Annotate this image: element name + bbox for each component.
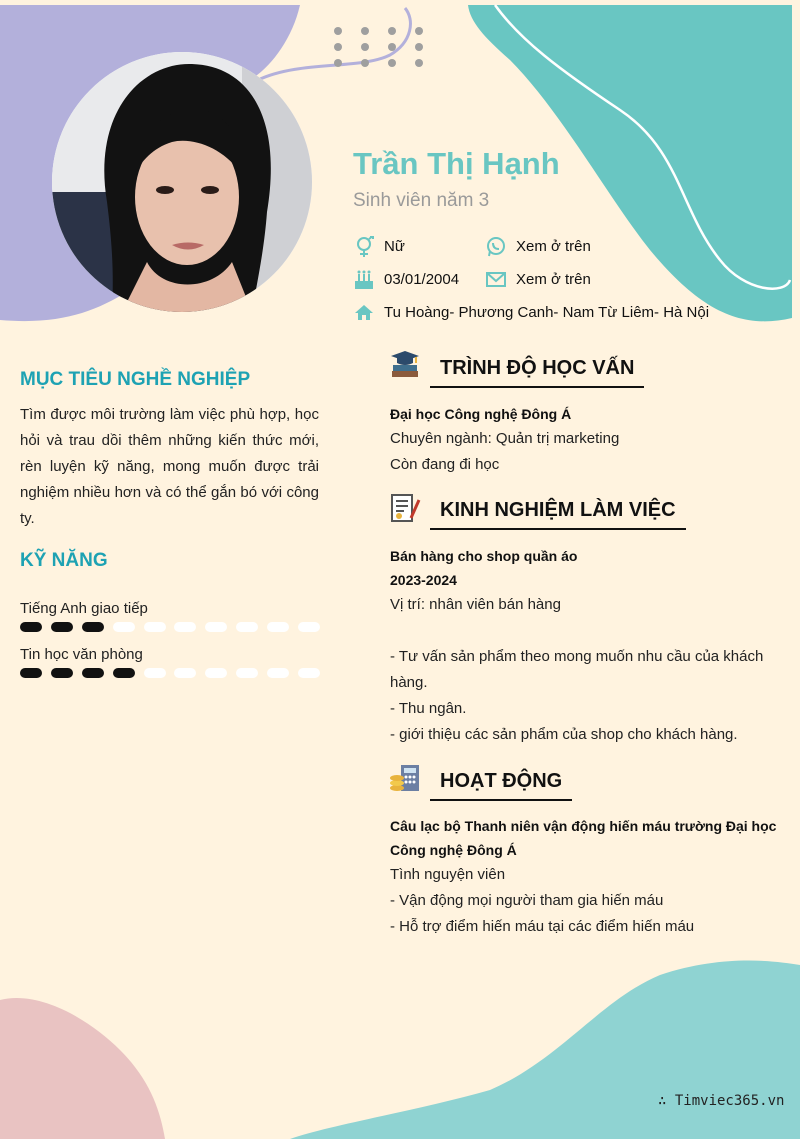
skill-pill-empty [205, 622, 227, 632]
education-title: TRÌNH ĐỘ HỌC VẤN [430, 357, 644, 388]
skill-pill-empty [236, 668, 258, 678]
birthdate-value: 03/01/2004 [384, 271, 460, 288]
skills-title: KỸ NĂNG [20, 550, 108, 571]
home-icon [353, 302, 375, 324]
objective-text: Tìm được môi trường làm việc phù hợp, học hỏi và trau dồi thêm những kiến thức mới, rèn luyện kỹ năng, mong muốn được trải nghiệm nhiều hơn và có thể gắn bó với công ty. [20, 406, 319, 527]
skill-pill-filled [51, 622, 73, 632]
work-document-icon [389, 492, 421, 524]
address-value: Tu Hoàng- Phương Canh- Nam Từ Liêm- Hà Nội [384, 304, 710, 321]
phone-value: Xem ở trên [516, 238, 591, 255]
activities-task: - Hỗ trợ điểm hiến máu tại các điểm hiến máu [390, 918, 695, 935]
skill-pill-empty [267, 668, 289, 678]
portrait-image [52, 52, 312, 312]
skill-pill-filled [113, 668, 135, 678]
skill-pill-empty [267, 622, 289, 632]
skill-pill-filled [20, 668, 42, 678]
activities-org: Công nghệ Đông Á [390, 842, 517, 858]
experience-period: 2023-2024 [390, 572, 457, 588]
activities-org: Câu lạc bộ Thanh niên vận động hiến máu trường Đại học [390, 818, 777, 834]
experience-duty: - giới thiệu các sản phẩm của shop cho khách hàng. [390, 726, 738, 743]
experience-duty: hàng. [390, 674, 428, 691]
objective-title: MỤC TIÊU NGHỀ NGHIỆP [20, 369, 251, 390]
experience-company: Bán hàng cho shop quần áo [390, 548, 578, 564]
gender-icon [353, 236, 375, 258]
experience-position: Vị trí: nhân viên bán hàng [390, 596, 561, 613]
coins-calculator-icon [389, 762, 421, 794]
skill-bar [20, 622, 320, 632]
skill-pill-filled [82, 622, 104, 632]
education-major: Chuyên ngành: Quản trị marketing [390, 430, 620, 447]
avatar [52, 52, 312, 312]
skill-pill-empty [174, 622, 196, 632]
skill-pill-empty [144, 668, 166, 678]
skill-pill-empty [298, 622, 320, 632]
skill-pill-empty [236, 622, 258, 632]
skill-pill-empty [205, 668, 227, 678]
experience-duty: - Thu ngân. [390, 700, 467, 717]
skill-pill-filled [82, 668, 104, 678]
skill-pill-empty [113, 622, 135, 632]
candidate-name: Trần Thị Hạnh [353, 146, 560, 181]
skill-bar [20, 668, 320, 678]
activities-title: HOẠT ĐỘNG [430, 770, 572, 801]
skill-pill-empty [144, 622, 166, 632]
skill-pill-filled [51, 668, 73, 678]
email-value: Xem ở trên [516, 271, 591, 288]
activities-task: - Vận động mọi người tham gia hiến máu [390, 892, 664, 909]
brand-watermark: ∴ Timviec365.vn [658, 1093, 785, 1109]
gender-value: Nữ [384, 238, 405, 255]
skill-name: Tin học văn phòng [20, 646, 143, 663]
activities-role: Tình nguyện viên [390, 866, 506, 883]
education-status: Còn đang đi học [390, 456, 500, 473]
skill-pill-filled [20, 622, 42, 632]
birthday-cake-icon [353, 269, 375, 291]
skill-name: Tiếng Anh giao tiếp [20, 600, 148, 617]
experience-title: KINH NGHIỆM LÀM VIỆC [430, 499, 686, 530]
skill-pill-empty [174, 668, 196, 678]
candidate-subtitle: Sinh viên năm 3 [353, 190, 490, 211]
graduation-cap-icon [389, 349, 421, 381]
skill-pill-empty [298, 668, 320, 678]
experience-duty: - Tư vấn sản phẩm theo mong muốn nhu cầu của khách [390, 648, 764, 665]
envelope-icon [485, 269, 507, 291]
education-school: Đại học Công nghệ Đông Á [390, 406, 572, 422]
whatsapp-icon [485, 236, 507, 258]
